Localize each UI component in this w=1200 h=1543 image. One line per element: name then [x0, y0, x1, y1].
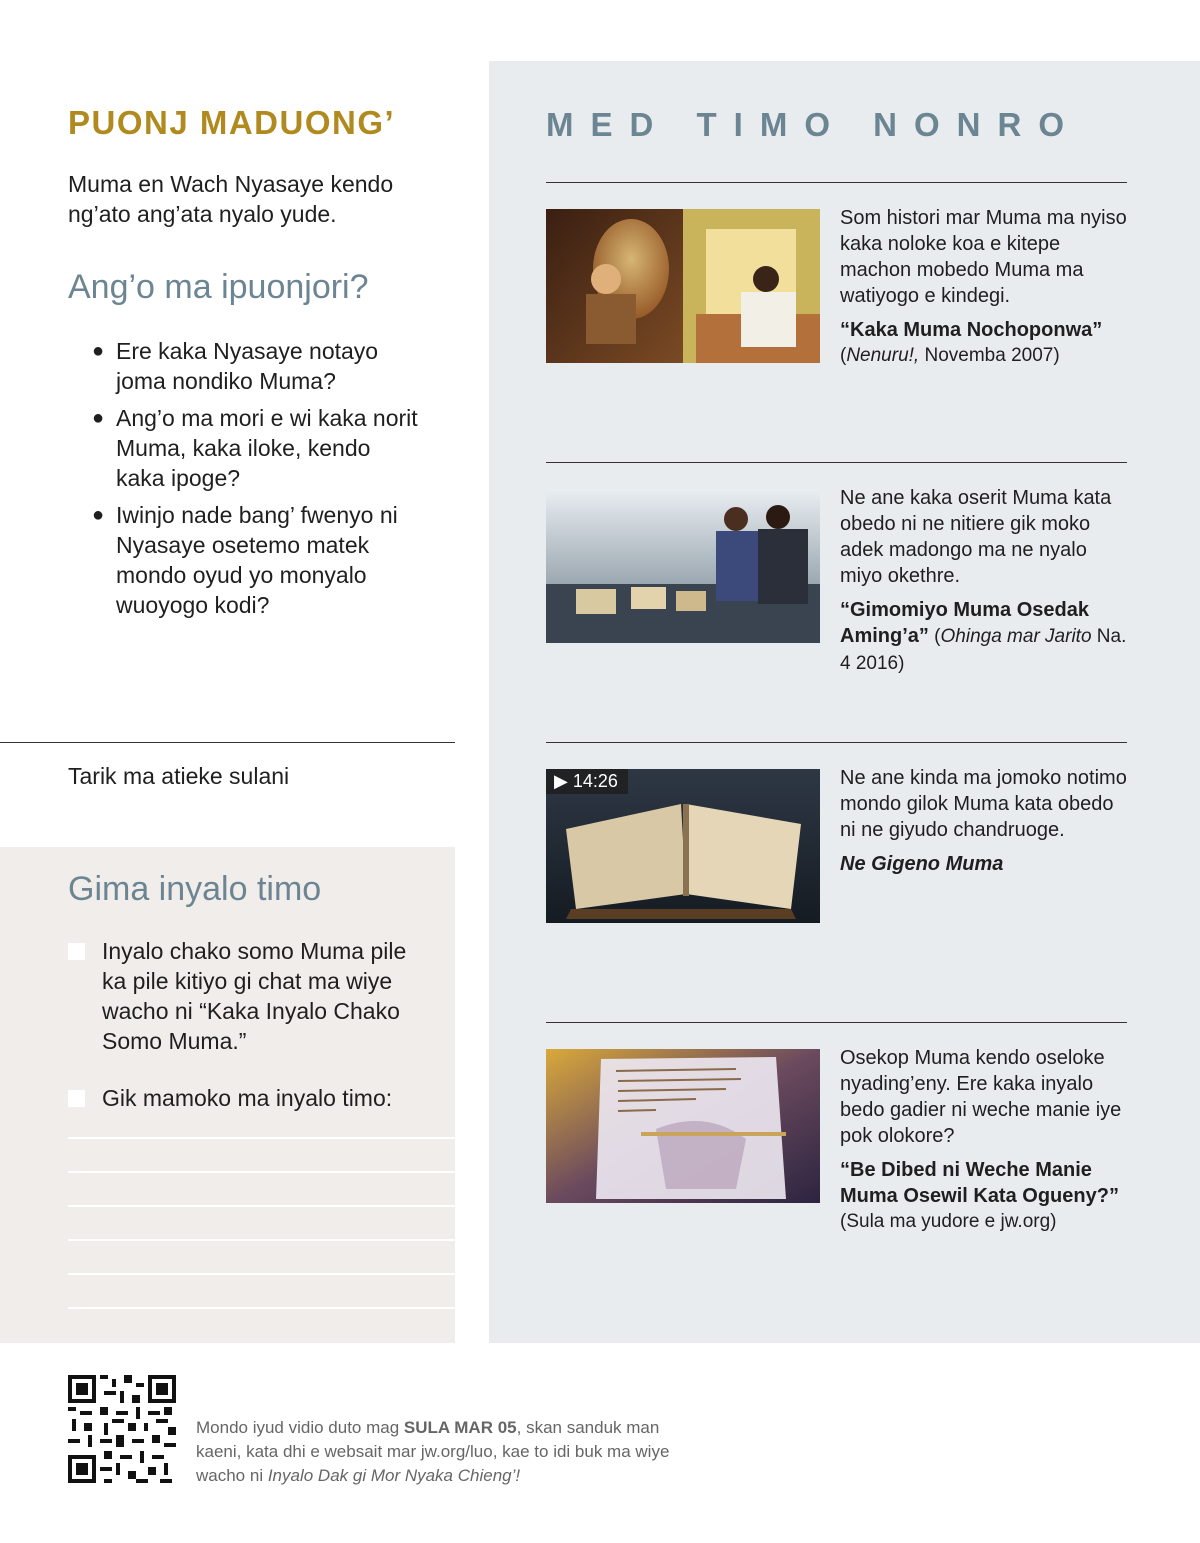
questions-heading: Ang’o ma ipuonjori? [68, 268, 369, 306]
resource-source: (Sula ma yudore e jw.org) [840, 1211, 1057, 1232]
bullet-icon: ● [92, 340, 105, 362]
divider [546, 182, 1127, 183]
questions-list [92, 336, 422, 627]
date-label: Tarik ma atieke sulani [68, 763, 290, 789]
footer-text: Mondo iyud vidio duto mag SULA MAR 05, skan sanduk man kaeni, kata dhi e websait mar jw.org/luo, kae to idi buk ma wiye wacho ni Inyalo Dak gi Mor Nyaka Chieng’! [196, 1418, 670, 1485]
list-item: ● Ere kaka Nyasaye notayo joma nondiko Muma? [92, 338, 379, 394]
divider [546, 462, 1127, 463]
writing-line[interactable] [68, 1307, 455, 1309]
resource-description: Ne ane kinda ma jomoko notimo mondo gilok Muma kata obedo ni ne giyudo chandruoge. [840, 767, 1127, 841]
further-study-heading: MED TIMO NONRO [546, 106, 1081, 143]
resource-description: Som histori mar Muma ma nyiso kaka noloke koa e kitepe machon mobedo Muma ma watiyogo e kindegi. [840, 207, 1127, 307]
resource-item [840, 485, 1130, 677]
writing-line[interactable] [68, 1205, 455, 1207]
resource-item [840, 1045, 1130, 1235]
video-duration-badge: ▶ 14:26 [546, 769, 628, 794]
resource-description: Ne ane kaka oserit Muma kata obedo ni ne nitiere gik moko adek madongo ma ne nyalo miyo okethre. [840, 487, 1112, 587]
list-item: ● Ang’o ma mori e wi kaka norit Muma, kaka iloke, kendo kaka ipoge? [92, 405, 418, 491]
resource-title[interactable]: “Be Dibed ni Weche Manie Muma Osewil Kata Ogueny?” [840, 1159, 1119, 1207]
video-thumbnail[interactable] [546, 769, 820, 923]
writing-line[interactable] [68, 1171, 455, 1173]
museum-photo[interactable] [546, 489, 820, 643]
resource-description: Osekop Muma kendo oseloke nyading’eny. Ere kaka inyalo bedo gadier ni weche manie iye pok olokore? [840, 1047, 1122, 1147]
video-title[interactable]: Ne Gigeno Muma [840, 853, 1004, 875]
resource-source: (Nenuru!, Novemba 2007) [840, 345, 1060, 366]
list-item: ● Iwinjo nade bang’ fwenyo ni Nyasaye osetemo matek mondo oyud yo monyalo wuoyogo kodi? [92, 502, 398, 618]
goal-item: Inyalo chako somo Muma pile ka pile kitiyo gi chat ma wiye wacho ni “Kaka Inyalo Chako Somo Muma.” [68, 936, 428, 1056]
checkbox[interactable] [68, 1090, 85, 1107]
writing-line[interactable] [68, 1273, 455, 1275]
section-eyebrow: PUONJ MADUONG’ [68, 104, 396, 141]
checkbox[interactable] [68, 943, 85, 960]
resource-source: (Ohinga mar Jarito Na. 4 2016) [840, 626, 1127, 674]
resource-title[interactable]: “Kaka Muma Nochoponwa” [840, 319, 1103, 341]
bullet-icon: ● [92, 407, 105, 429]
writing-line[interactable] [68, 1239, 455, 1241]
bullet-icon: ● [92, 504, 105, 526]
manuscript-photo[interactable] [546, 1049, 820, 1203]
divider [0, 742, 455, 743]
goal-item: Gik mamoko ma inyalo timo: [68, 1083, 428, 1113]
writing-line[interactable] [68, 1137, 455, 1139]
divider [546, 1022, 1127, 1023]
resource-item [840, 765, 1130, 877]
intro-text: Muma en Wach Nyasaye kendo ng’ato ang’ata nyalo yude. [68, 171, 394, 227]
divider [546, 742, 1127, 743]
qr-code-icon[interactable] [68, 1375, 176, 1483]
goals-heading: Gima inyalo timo [68, 870, 322, 908]
resource-title[interactable]: “Gimomiyo Muma Osedak Aming’a” [840, 599, 1089, 647]
resource-item [840, 205, 1130, 369]
play-icon: ▶ [554, 771, 568, 791]
scholars-illustration[interactable] [546, 209, 820, 363]
